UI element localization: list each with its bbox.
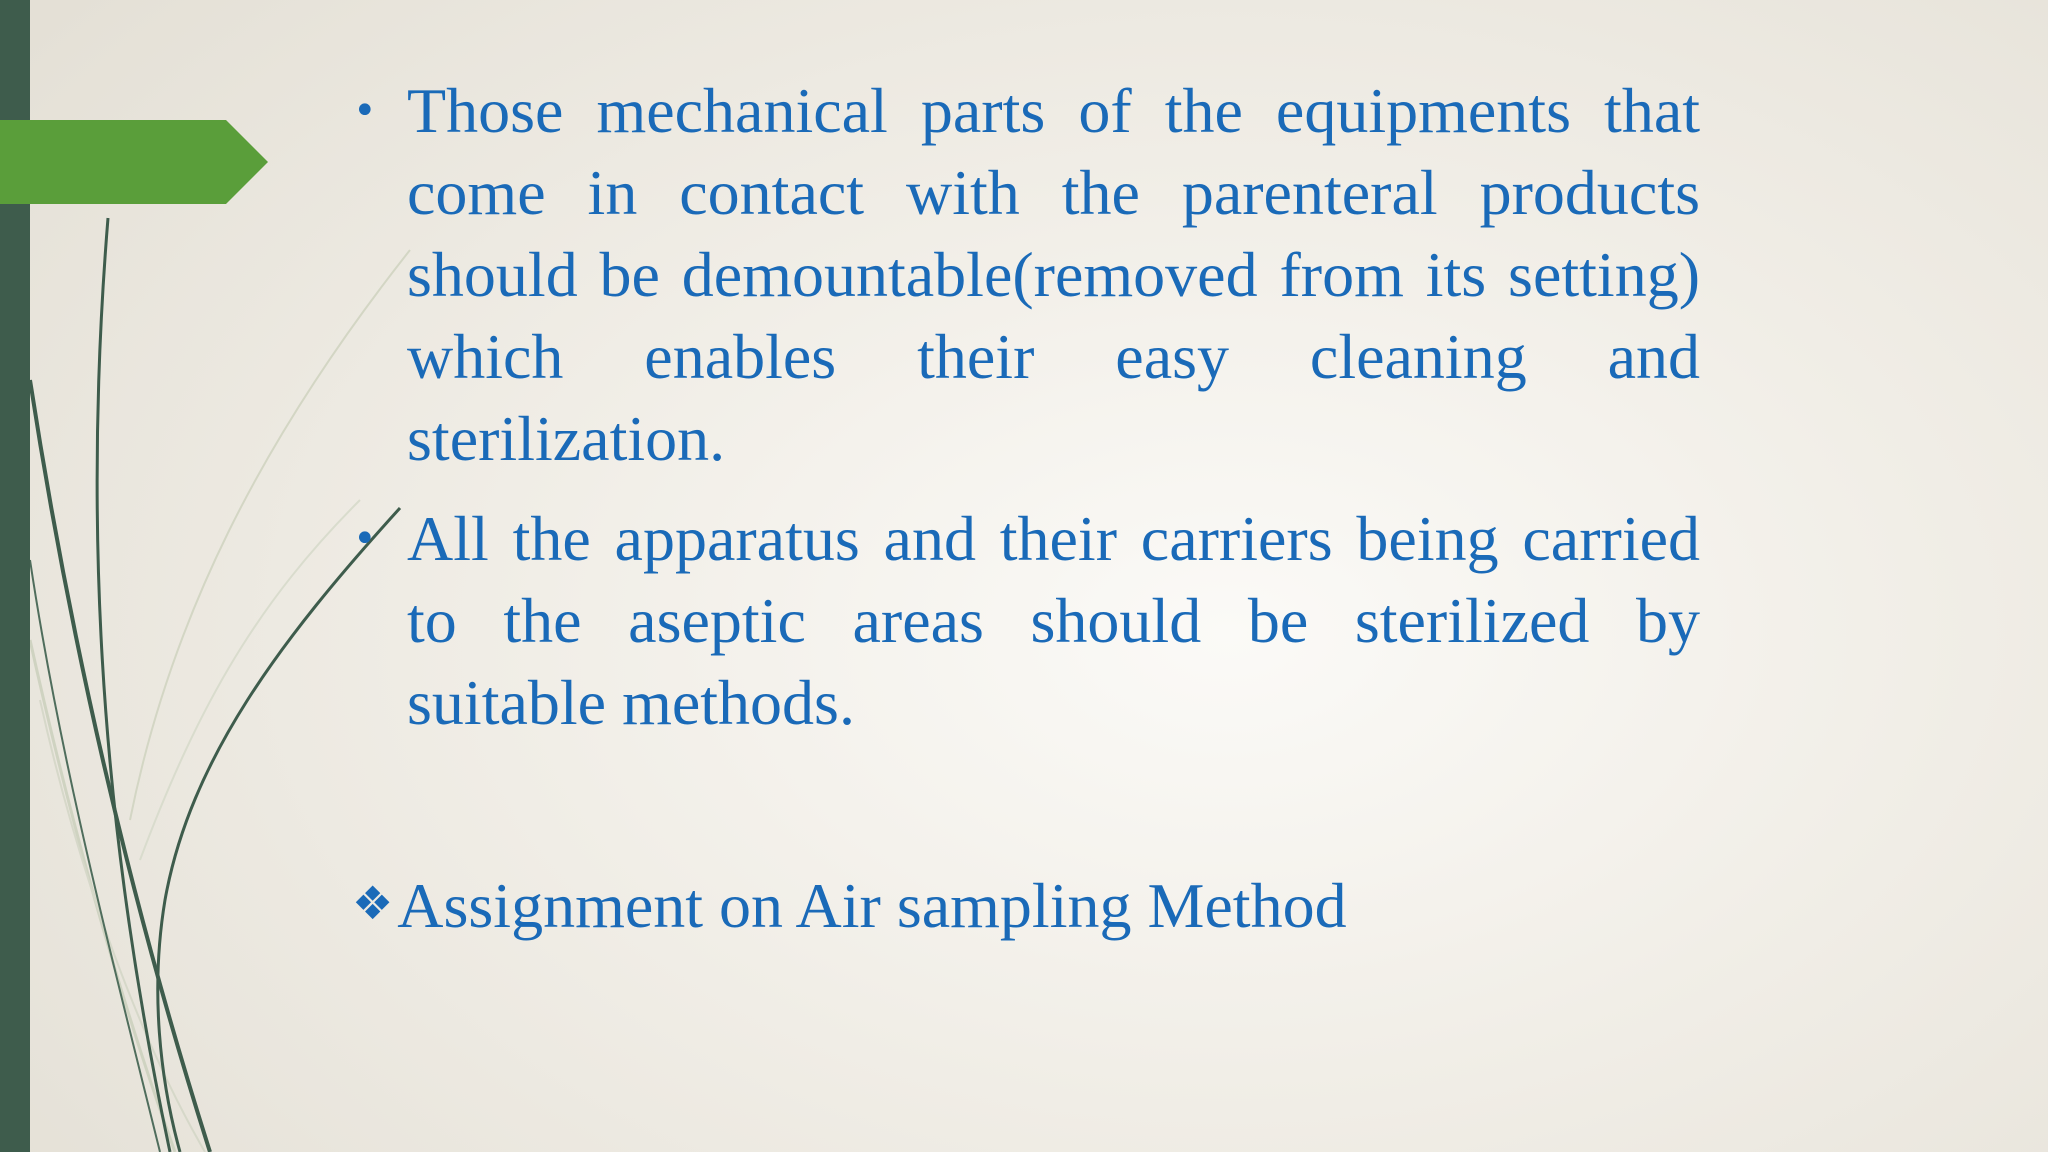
bullet-dot-icon: • <box>353 516 377 562</box>
bullet-text: Those mechanical parts of the equipments that come in contact with the parenteral products should be demountable(removed from its setting) which enables their easy cleaning and sterilization. <box>407 75 1700 474</box>
bullet-text: All the apparatus and their carriers being carried to the aseptic areas should be sterilized by suitable methods. <box>407 503 1700 738</box>
assignment-line <box>352 862 1347 947</box>
bullet-item <box>345 498 1700 744</box>
assignment-text: Assignment on Air sampling Method <box>397 870 1347 941</box>
left-accent-bar <box>0 0 30 1152</box>
bullet-list <box>345 70 1700 744</box>
slide-body <box>345 70 1700 762</box>
bullet-dot-icon: • <box>353 88 377 134</box>
bullet-item <box>345 70 1700 480</box>
diamond-bullet-icon: ❖ <box>352 876 394 930</box>
